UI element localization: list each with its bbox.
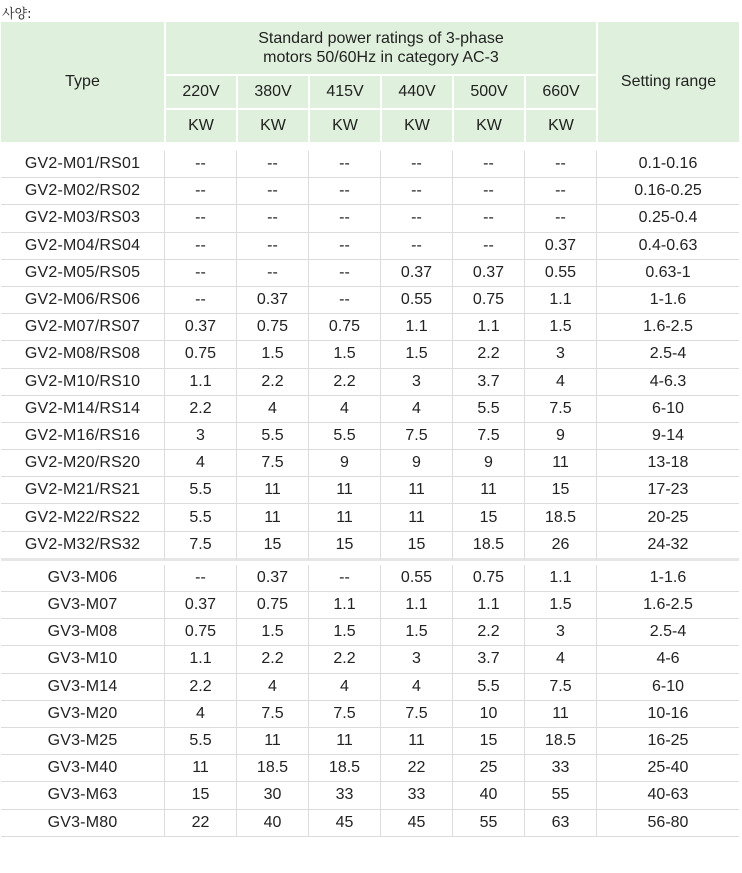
power-cell: 1.1 xyxy=(380,592,452,619)
power-cell: -- xyxy=(452,233,524,260)
power-cell: 0.75 xyxy=(164,341,236,368)
power-cell: -- xyxy=(164,565,236,592)
power-cell: 0.37 xyxy=(236,287,308,314)
power-cell: 0.37 xyxy=(524,233,596,260)
power-cell: -- xyxy=(308,178,380,205)
table-row xyxy=(1,674,739,701)
power-cell: 25 xyxy=(452,755,524,782)
setting-range-cell: 10-16 xyxy=(596,701,739,728)
power-cell: -- xyxy=(452,151,524,178)
setting-range-cell: 40-63 xyxy=(596,782,739,809)
type-cell: GV2-M01/RS01 xyxy=(1,151,164,178)
power-cell: 3 xyxy=(380,646,452,673)
table-row xyxy=(1,477,739,504)
table-row xyxy=(1,592,739,619)
setting-range-cell: 0.25-0.4 xyxy=(596,205,739,232)
type-cell: GV2-M14/RS14 xyxy=(1,396,164,423)
type-cell: GV2-M04/RS04 xyxy=(1,233,164,260)
power-cell: -- xyxy=(164,151,236,178)
power-cell: 7.5 xyxy=(164,532,236,561)
power-cell: 4 xyxy=(164,450,236,477)
setting-range-cell: 1.6-2.5 xyxy=(596,592,739,619)
power-cell: 2.2 xyxy=(164,396,236,423)
power-cell: 0.75 xyxy=(452,565,524,592)
table-row xyxy=(1,260,739,287)
power-title-line1: Standard power ratings of 3-phase xyxy=(258,30,504,47)
power-cell: 30 xyxy=(236,782,308,809)
power-cell: 7.5 xyxy=(308,701,380,728)
power-cell: 4 xyxy=(164,701,236,728)
power-cell: 5.5 xyxy=(164,477,236,504)
power-cell: -- xyxy=(236,151,308,178)
power-cell: -- xyxy=(308,205,380,232)
setting-range-cell: 2.5-4 xyxy=(596,619,739,646)
table-row xyxy=(1,755,739,782)
power-cell: -- xyxy=(164,205,236,232)
setting-range-cell: 1-1.6 xyxy=(596,565,739,592)
power-cell: 55 xyxy=(524,782,596,809)
power-cell: 11 xyxy=(236,477,308,504)
power-cell: 1.5 xyxy=(236,341,308,368)
type-header: Type xyxy=(1,22,164,142)
specification-table-container xyxy=(1,22,739,837)
setting-range-cell: 25-40 xyxy=(596,755,739,782)
setting-range-cell: 56-80 xyxy=(596,810,739,837)
power-cell: -- xyxy=(452,205,524,232)
type-cell: GV3-M25 xyxy=(1,728,164,755)
power-cell: 3.7 xyxy=(452,369,524,396)
setting-range-cell: 24-32 xyxy=(596,532,739,561)
unit-header: KW xyxy=(308,108,380,142)
power-cell: 0.75 xyxy=(308,314,380,341)
power-cell: 11 xyxy=(308,504,380,531)
power-cell: 7.5 xyxy=(380,701,452,728)
power-cell: 4 xyxy=(236,396,308,423)
power-cell: 2.2 xyxy=(236,369,308,396)
power-cell: 0.37 xyxy=(380,260,452,287)
power-cell: 7.5 xyxy=(380,423,452,450)
power-cell: -- xyxy=(236,178,308,205)
power-cell: 7.5 xyxy=(524,396,596,423)
unit-header: KW xyxy=(236,108,308,142)
power-cell: 4 xyxy=(308,674,380,701)
power-cell: 5.5 xyxy=(164,728,236,755)
power-cell: -- xyxy=(164,287,236,314)
setting-range-cell: 13-18 xyxy=(596,450,739,477)
power-cell: 45 xyxy=(308,810,380,837)
power-cell: 0.55 xyxy=(524,260,596,287)
power-cell: 1.1 xyxy=(452,314,524,341)
power-cell: 11 xyxy=(524,450,596,477)
power-cell: 2.2 xyxy=(308,369,380,396)
power-cell: 15 xyxy=(452,728,524,755)
setting-range-cell: 0.16-0.25 xyxy=(596,178,739,205)
power-cell: 10 xyxy=(452,701,524,728)
setting-range-cell: 0.4-0.63 xyxy=(596,233,739,260)
power-cell: 40 xyxy=(236,810,308,837)
power-cell: 15 xyxy=(380,532,452,561)
table-row xyxy=(1,646,739,673)
power-cell: -- xyxy=(164,233,236,260)
table-row xyxy=(1,701,739,728)
voltage-header-380: 380V xyxy=(236,74,308,108)
table-row xyxy=(1,619,739,646)
power-cell: -- xyxy=(452,178,524,205)
power-cell: 5.5 xyxy=(164,504,236,531)
setting-range-cell: 17-23 xyxy=(596,477,739,504)
power-cell: 1.1 xyxy=(164,369,236,396)
table-row xyxy=(1,287,739,314)
power-cell: 1.5 xyxy=(380,341,452,368)
power-cell: -- xyxy=(308,565,380,592)
voltage-header-220: 220V xyxy=(164,74,236,108)
setting-range-cell: 2.5-4 xyxy=(596,341,739,368)
power-cell: 15 xyxy=(236,532,308,561)
power-cell: 5.5 xyxy=(308,423,380,450)
power-cell: 2.2 xyxy=(452,619,524,646)
power-cell: 15 xyxy=(452,504,524,531)
power-cell: 11 xyxy=(164,755,236,782)
power-cell: 18.5 xyxy=(236,755,308,782)
voltage-header-660: 660V xyxy=(524,74,596,108)
power-cell: 15 xyxy=(524,477,596,504)
power-cell: 4 xyxy=(308,396,380,423)
power-cell: 2.2 xyxy=(308,646,380,673)
table-row xyxy=(1,233,739,260)
type-cell: GV3-M06 xyxy=(1,565,164,592)
power-title-line2: motors 50/60Hz in category AC-3 xyxy=(263,49,499,66)
setting-range-cell: 20-25 xyxy=(596,504,739,531)
power-cell: 18.5 xyxy=(308,755,380,782)
power-cell: 11 xyxy=(380,504,452,531)
power-cell: 1.1 xyxy=(452,592,524,619)
power-cell: 3 xyxy=(164,423,236,450)
type-cell: GV2-M05/RS05 xyxy=(1,260,164,287)
power-cell: 22 xyxy=(164,810,236,837)
power-cell: 2.2 xyxy=(236,646,308,673)
power-cell: 0.55 xyxy=(380,287,452,314)
power-cell: 1.1 xyxy=(524,287,596,314)
power-cell: -- xyxy=(380,233,452,260)
power-cell: 5.5 xyxy=(452,396,524,423)
table-row xyxy=(1,151,739,178)
power-cell: -- xyxy=(380,151,452,178)
power-cell: 18.5 xyxy=(452,532,524,561)
power-cell: 1.5 xyxy=(380,619,452,646)
type-cell: GV2-M32/RS32 xyxy=(1,532,164,561)
power-cell: 4 xyxy=(524,646,596,673)
type-cell: GV2-M16/RS16 xyxy=(1,423,164,450)
power-cell: 7.5 xyxy=(452,423,524,450)
power-cell: 11 xyxy=(380,477,452,504)
power-cell: 3 xyxy=(380,369,452,396)
power-cell: 5.5 xyxy=(236,423,308,450)
power-cell: 11 xyxy=(236,728,308,755)
setting-range-cell: 1.6-2.5 xyxy=(596,314,739,341)
power-cell: 1.1 xyxy=(380,314,452,341)
table-row xyxy=(1,810,739,837)
table-row xyxy=(1,369,739,396)
power-cell: 0.37 xyxy=(164,592,236,619)
power-cell: 1.5 xyxy=(308,619,380,646)
power-cell: -- xyxy=(380,178,452,205)
power-cell: 1.5 xyxy=(524,314,596,341)
power-cell: 11 xyxy=(524,701,596,728)
power-cell: 1.5 xyxy=(308,341,380,368)
power-cell: 5.5 xyxy=(452,674,524,701)
power-cell: 3.7 xyxy=(452,646,524,673)
setting-range-cell: 4-6.3 xyxy=(596,369,739,396)
power-cell: 40 xyxy=(452,782,524,809)
power-cell: -- xyxy=(164,260,236,287)
power-cell: 2.2 xyxy=(452,341,524,368)
power-cell: 22 xyxy=(380,755,452,782)
power-cell: 1.1 xyxy=(164,646,236,673)
power-cell: 33 xyxy=(308,782,380,809)
setting-range-cell: 4-6 xyxy=(596,646,739,673)
power-cell: 18.5 xyxy=(524,728,596,755)
power-cell: 9 xyxy=(308,450,380,477)
power-cell: 0.75 xyxy=(236,314,308,341)
power-cell: 11 xyxy=(452,477,524,504)
power-cell: 18.5 xyxy=(524,504,596,531)
type-cell: GV3-M10 xyxy=(1,646,164,673)
power-cell: 7.5 xyxy=(236,450,308,477)
table-row xyxy=(1,314,739,341)
power-cell: 1.1 xyxy=(308,592,380,619)
table-row xyxy=(1,178,739,205)
power-cell: 11 xyxy=(308,728,380,755)
setting-range-cell: 1-1.6 xyxy=(596,287,739,314)
power-cell: -- xyxy=(380,205,452,232)
table-row xyxy=(1,450,739,477)
setting-range-cell: 6-10 xyxy=(596,674,739,701)
setting-range-cell: 0.1-0.16 xyxy=(596,151,739,178)
power-cell: 1.5 xyxy=(236,619,308,646)
power-cell: 63 xyxy=(524,810,596,837)
power-cell: -- xyxy=(308,233,380,260)
table-row xyxy=(1,396,739,423)
power-cell: 45 xyxy=(380,810,452,837)
unit-header: KW xyxy=(524,108,596,142)
type-cell: GV3-M08 xyxy=(1,619,164,646)
table-row xyxy=(1,728,739,755)
power-cell: 0.37 xyxy=(164,314,236,341)
setting-range-cell: 16-25 xyxy=(596,728,739,755)
type-cell: GV3-M80 xyxy=(1,810,164,837)
power-cell: -- xyxy=(236,260,308,287)
type-cell: GV3-M14 xyxy=(1,674,164,701)
power-cell: 7.5 xyxy=(236,701,308,728)
power-ratings-header xyxy=(164,22,596,74)
type-cell: GV2-M08/RS08 xyxy=(1,341,164,368)
power-cell: 4 xyxy=(380,396,452,423)
setting-range-cell: 0.63-1 xyxy=(596,260,739,287)
voltage-header-500: 500V xyxy=(452,74,524,108)
type-cell: GV2-M07/RS07 xyxy=(1,314,164,341)
type-cell: GV3-M20 xyxy=(1,701,164,728)
type-cell: GV3-M40 xyxy=(1,755,164,782)
table-row xyxy=(1,341,739,368)
table-row xyxy=(1,504,739,531)
voltage-header-440: 440V xyxy=(380,74,452,108)
type-cell: GV2-M21/RS21 xyxy=(1,477,164,504)
type-cell: GV2-M20/RS20 xyxy=(1,450,164,477)
power-cell: 4 xyxy=(524,369,596,396)
power-cell: 0.75 xyxy=(164,619,236,646)
power-cell: 0.75 xyxy=(452,287,524,314)
table-row xyxy=(1,782,739,809)
power-cell: 55 xyxy=(452,810,524,837)
power-cell: -- xyxy=(236,205,308,232)
power-cell: -- xyxy=(164,178,236,205)
type-cell: GV3-M07 xyxy=(1,592,164,619)
power-cell: -- xyxy=(524,205,596,232)
power-cell: 3 xyxy=(524,341,596,368)
power-cell: -- xyxy=(308,151,380,178)
table-row xyxy=(1,423,739,450)
power-cell: 7.5 xyxy=(524,674,596,701)
setting-range-header: Setting range xyxy=(596,22,739,142)
type-cell: GV2-M03/RS03 xyxy=(1,205,164,232)
power-cell: 0.75 xyxy=(236,592,308,619)
table-row xyxy=(1,205,739,232)
table-row xyxy=(1,532,739,561)
setting-range-cell: 9-14 xyxy=(596,423,739,450)
power-cell: 11 xyxy=(380,728,452,755)
power-cell: 3 xyxy=(524,619,596,646)
power-cell: 0.37 xyxy=(452,260,524,287)
power-cell: 1.1 xyxy=(524,565,596,592)
power-cell: -- xyxy=(308,260,380,287)
power-cell: 11 xyxy=(308,477,380,504)
power-cell: 33 xyxy=(380,782,452,809)
power-cell: 1.5 xyxy=(524,592,596,619)
voltage-header-415: 415V xyxy=(308,74,380,108)
setting-range-cell: 6-10 xyxy=(596,396,739,423)
type-cell: GV2-M02/RS02 xyxy=(1,178,164,205)
power-cell: 26 xyxy=(524,532,596,561)
power-cell: 15 xyxy=(308,532,380,561)
power-cell: 4 xyxy=(380,674,452,701)
unit-header: KW xyxy=(380,108,452,142)
power-cell: 9 xyxy=(524,423,596,450)
power-cell: 0.37 xyxy=(236,565,308,592)
table-row xyxy=(1,565,739,592)
header-row-title xyxy=(1,22,739,74)
power-cell: -- xyxy=(524,178,596,205)
power-cell: 11 xyxy=(236,504,308,531)
power-cell: 4 xyxy=(236,674,308,701)
unit-header: KW xyxy=(452,108,524,142)
page-label: 사양: xyxy=(2,7,32,22)
power-cell: 2.2 xyxy=(164,674,236,701)
type-cell: GV2-M22/RS22 xyxy=(1,504,164,531)
power-cell: -- xyxy=(236,233,308,260)
power-cell: 15 xyxy=(164,782,236,809)
type-cell: GV2-M06/RS06 xyxy=(1,287,164,314)
type-cell: GV3-M63 xyxy=(1,782,164,809)
unit-header: KW xyxy=(164,108,236,142)
power-cell: 33 xyxy=(524,755,596,782)
power-cell: 9 xyxy=(452,450,524,477)
power-cell: -- xyxy=(308,287,380,314)
type-cell: GV2-M10/RS10 xyxy=(1,369,164,396)
header-gap xyxy=(1,142,739,151)
power-cell: 0.55 xyxy=(380,565,452,592)
power-cell: 9 xyxy=(380,450,452,477)
power-cell: -- xyxy=(524,151,596,178)
specification-table xyxy=(1,22,739,837)
